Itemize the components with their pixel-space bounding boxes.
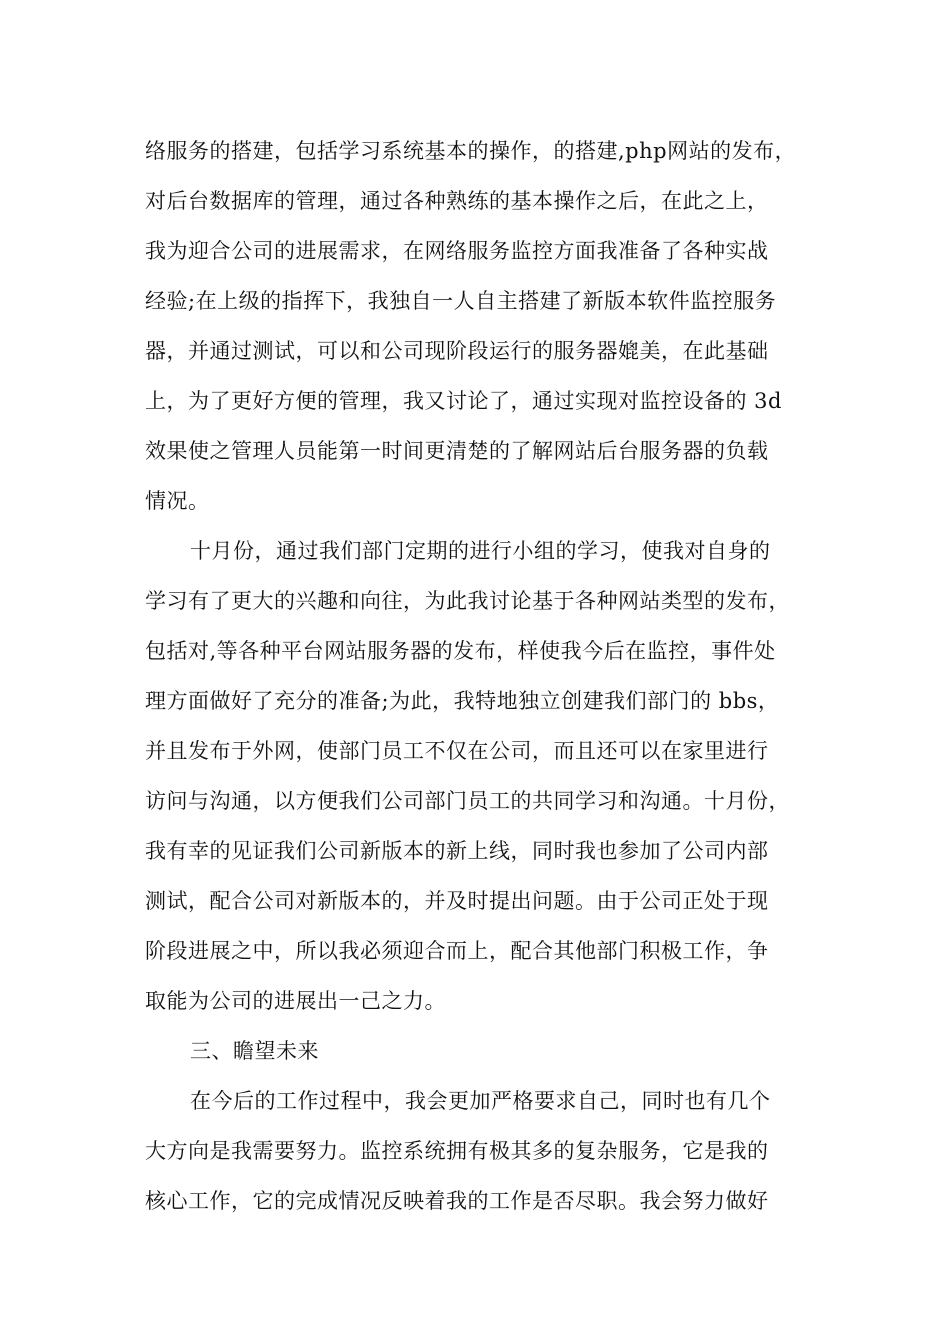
text-line: 上，为了更好方便的管理，我又讨论了，通过实现对监控设备的 3d	[145, 389, 782, 413]
text-line: 我为迎合公司的进展需求，在网络服务监控方面我准备了各种实战	[145, 239, 769, 263]
text-line: 效果使之管理人员能第一时间更清楚的了解网站后台服务器的负载	[145, 439, 769, 463]
text-line: 测试，配合公司对新版本的，并及时提出问题。由于公司正处于现	[145, 889, 769, 913]
text-line: 学习有了更大的兴趣和向往，为此我讨论基于各种网站类型的发布，	[145, 589, 790, 613]
text-line: 在今后的工作过程中，我会更加严格要求自己，同时也有几个	[190, 1089, 771, 1113]
text-line: 我有幸的见证我们公司新版本的新上线，同时我也参加了公司内部	[145, 839, 769, 863]
text-line: 包括对,等各种平台网站服务器的发布，样使我今后在监控，事件处	[145, 639, 776, 663]
text-line: 对后台数据库的管理，通过各种熟练的基本操作之后，在此之上，	[145, 189, 769, 213]
text-line: 访问与沟通，以方便我们公司部门员工的共同学习和沟通。十月份，	[145, 789, 790, 813]
text-line: 阶段进展之中，所以我必须迎合而上，配合其他部门积极工作，争	[145, 939, 769, 963]
text-line: 情况。	[145, 489, 210, 513]
text-line: 核心工作，它的完成情况反映着我的工作是否尽职。我会努力做好	[145, 1189, 769, 1213]
section-heading: 三、瞻望未来	[190, 1039, 319, 1063]
text-line: 十月份，通过我们部门定期的进行小组的学习，使我对自身的	[190, 539, 771, 563]
text-line: 并且发布于外网，使部门员工不仅在公司，而且还可以在家里进行	[145, 739, 769, 763]
text-line: 理方面做好了充分的准备;为此，我特地独立创建我们部门的 bbs，	[145, 689, 780, 713]
text-line: 器，并通过测试，可以和公司现阶段运行的服务器媲美，在此基础	[145, 339, 769, 363]
text-line: 取能为公司的进展出一己之力。	[145, 989, 446, 1013]
text-line: 络服务的搭建，包括学习系统基本的操作，的搭建,php网站的发布，	[145, 139, 797, 163]
text-line: 大方向是我需要努力。监控系统拥有极其多的复杂服务，它是我的	[145, 1139, 769, 1163]
text-line: 经验;在上级的指挥下，我独自一人自主搭建了新版本软件监控服务	[145, 289, 777, 313]
